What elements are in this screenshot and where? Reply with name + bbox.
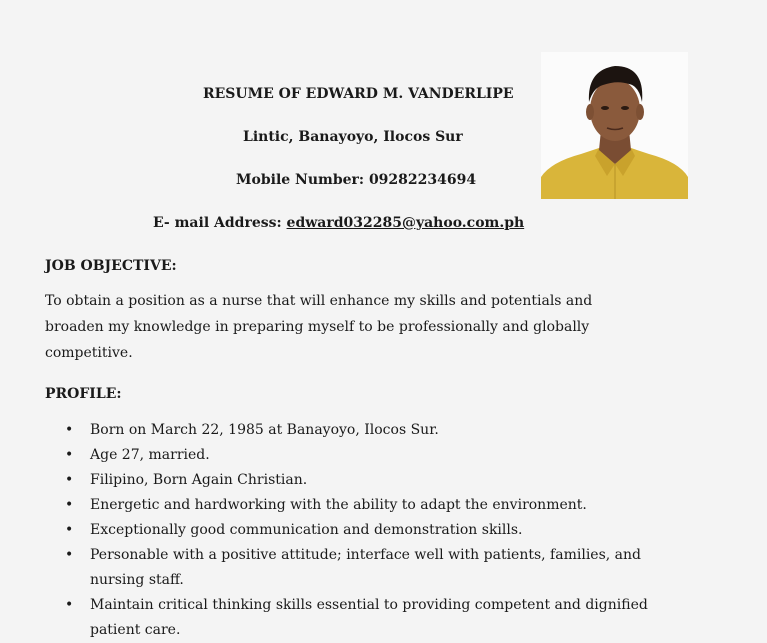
email-label: E- mail Address: <box>153 215 287 231</box>
profile-item-text: nursing staff. <box>90 572 184 588</box>
profile-item-text: Age 27, married. <box>90 447 210 463</box>
bullet-icon: • <box>65 472 74 488</box>
job-objective-heading: JOB OBJECTIVE: <box>45 258 177 274</box>
profile-item-text: Born on March 22, 1985 at Banayoyo, Ilocos Sur. <box>90 422 439 438</box>
profile-item-text: Filipino, Born Again Christian. <box>90 472 308 488</box>
job-objective-text <box>45 288 645 366</box>
objective-line: broaden my knowledge in preparing myself to be professionally and globally <box>45 319 590 335</box>
profile-item <box>45 443 685 468</box>
mobile-number: Mobile Number: 09282234694 <box>236 172 477 188</box>
bullet-icon: • <box>65 422 74 438</box>
profile-item <box>45 493 685 518</box>
profile-item <box>45 593 685 643</box>
profile-item <box>45 468 685 493</box>
profile-item-text: Personable with a positive attitude; interface well with patients, families, and <box>90 547 641 563</box>
bullet-icon: • <box>65 447 74 463</box>
profile-photo-graphic <box>541 52 688 199</box>
profile-item-text: Exceptionally good communication and demonstration skills. <box>90 522 523 538</box>
bullet-icon: • <box>65 522 74 538</box>
objective-line: competitive. <box>45 345 133 361</box>
profile-item-text: Energetic and hardworking with the ability to adapt the environment. <box>90 497 587 513</box>
email-link[interactable]: edward032285@yahoo.com.ph <box>286 215 525 231</box>
bullet-icon: • <box>65 597 74 613</box>
profile-item-text: patient care. <box>90 622 181 638</box>
email-line <box>153 215 524 231</box>
profile-item-text: Maintain critical thinking skills essential to providing competent and dignified <box>90 597 648 613</box>
address-line: Lintic, Banayoyo, Ilocos Sur <box>243 129 463 145</box>
bullet-icon: • <box>65 497 74 513</box>
profile-item <box>45 543 685 593</box>
profile-photo <box>541 52 688 199</box>
objective-line: To obtain a position as a nurse that will enhance my skills and potentials and <box>45 293 593 309</box>
profile-item <box>45 518 685 543</box>
resume-title: RESUME OF EDWARD M. VANDERLIPE <box>203 86 514 102</box>
bullet-icon: • <box>65 547 74 563</box>
profile-item <box>45 418 685 443</box>
profile-list <box>45 418 685 643</box>
profile-heading: PROFILE: <box>45 386 122 402</box>
